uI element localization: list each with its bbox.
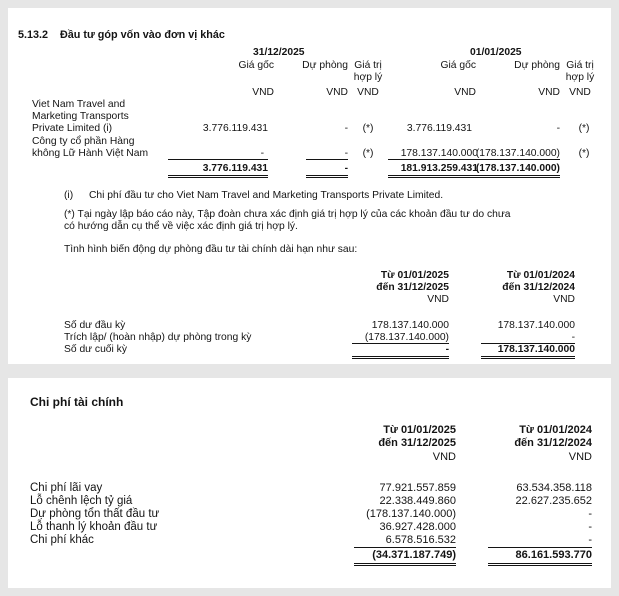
rule [306, 177, 348, 178]
cell-value: (178.137.140.000) [475, 148, 560, 159]
unit: VND [252, 87, 274, 98]
expense-label: Chi phí khác [30, 534, 94, 546]
rule [488, 565, 592, 566]
expense-value: 36.927.428.000 [379, 521, 456, 533]
rule [168, 175, 268, 176]
expense-value: - [588, 508, 592, 520]
date-prior: 01/01/2025 [470, 47, 522, 58]
col-fair-current-l2: hợp lý [353, 72, 383, 83]
rule [352, 356, 449, 357]
expense-value: 77.921.557.859 [379, 482, 456, 494]
movement-label: Số dư đầu kỳ [64, 320, 126, 331]
col-current: Từ 01/01/2025 [383, 424, 456, 436]
note-star-line: (*) Tại ngày lập báo cáo này, Tập đoàn chưa xác định giá trị hợp lý của các khoản đầu tư do chưa [64, 209, 511, 220]
note-star-line: có hướng dẫn cụ thể về việc xác định giá trị hợp lý. [64, 221, 298, 232]
rule [354, 547, 456, 548]
rule [354, 565, 456, 566]
rule [388, 177, 560, 178]
total-prior: 86.161.593.770 [515, 549, 592, 561]
section-number: 5.13.2 [18, 29, 49, 41]
unit: VND [432, 451, 456, 463]
rule [481, 358, 575, 359]
row-name-line: không Lữ Hành Việt Nam [32, 148, 149, 159]
note-i: Chi phí đầu tư cho Viet Nam Travel and Marketing Transports Private Limited. [89, 190, 444, 201]
total-provision-prior: (178.137.140.000) [475, 163, 560, 174]
cell-value: - [344, 123, 348, 134]
unit: VND [357, 87, 379, 98]
movement-col-prior: Từ 01/01/2024 [506, 270, 575, 281]
col-provision-current: Dự phòng [302, 60, 348, 71]
movement-value: (178.137.140.000) [364, 332, 449, 343]
unit: VND [553, 294, 575, 305]
cell-value: (*) [578, 123, 590, 134]
unit: VND [568, 451, 592, 463]
row-name-line: Marketing Transports [32, 111, 129, 122]
movement-label: Trích lập/ (hoàn nhập) dự phòng trong kỳ [64, 332, 252, 343]
cell-value: - [260, 148, 264, 159]
rule [306, 175, 348, 176]
finance-cost-section [8, 378, 611, 588]
expense-value: 6.578.516.532 [385, 534, 456, 546]
expense-value: 22.338.449.860 [379, 495, 456, 507]
rule [168, 159, 268, 160]
investment-section [8, 8, 611, 364]
row-name-line: Công ty cổ phần Hàng [32, 136, 135, 147]
total-provision-current: - [344, 163, 348, 174]
total-cost-prior: 181.913.259.431 [400, 163, 478, 174]
movement-col-current: Từ 01/01/2025 [380, 270, 449, 281]
expense-label: Lỗ chênh lệch tỷ giá [30, 495, 133, 507]
expense-value: - [588, 521, 592, 533]
note-i-label: (i) [64, 190, 74, 201]
col-fair-prior-l2: hợp lý [565, 72, 595, 83]
col-current-l2: đến 31/12/2025 [378, 437, 456, 449]
rule [306, 159, 348, 160]
total-current: (34.371.187.749) [372, 549, 456, 561]
movement-label: Số dư cuối kỳ [64, 344, 127, 355]
col-prior-l2: đến 31/12/2024 [514, 437, 592, 449]
rule [352, 358, 449, 359]
section-heading: Chi phí tài chính [30, 395, 124, 409]
cell-value: 3.776.119.431 [202, 123, 268, 134]
unit: VND [427, 294, 449, 305]
movement-value: 178.137.140.000 [497, 320, 575, 331]
unit: VND [569, 87, 591, 98]
rule [168, 177, 268, 178]
col-cost-current: Giá gốc [238, 60, 274, 71]
expense-value: (178.137.140.000) [366, 508, 456, 520]
unit: VND [538, 87, 560, 98]
date-current: 31/12/2025 [253, 47, 305, 58]
rule [488, 547, 592, 548]
rule [488, 563, 592, 564]
expense-label: Chi phí lãi vay [30, 482, 103, 494]
col-fair-current: Giá trị [354, 60, 382, 71]
rule [354, 563, 456, 564]
movement-intro: Tình hình biến động dự phòng đầu tư tài chính dài hạn như sau: [64, 244, 358, 255]
cell-value: (*) [362, 148, 374, 159]
expense-label: Lỗ thanh lý khoản đầu tư [30, 521, 158, 533]
expense-value: - [588, 534, 592, 546]
col-fair-prior: Giá trị [566, 60, 594, 71]
row-name-line: Viet Nam Travel and [32, 99, 126, 110]
row-name-line: Private Limited (i) [32, 123, 113, 134]
col-prior: Từ 01/01/2024 [519, 424, 592, 436]
unit: VND [454, 87, 476, 98]
cell-value: (*) [578, 148, 590, 159]
col-provision-prior: Dự phòng [514, 60, 560, 71]
movement-value: - [571, 332, 575, 343]
expense-label: Dự phòng tổn thất đầu tư [30, 508, 160, 520]
cell-value: 3.776.119.431 [406, 123, 472, 134]
section-heading: Đầu tư góp vốn vào đơn vị khác [60, 29, 225, 41]
movement-col-current-l2: đến 31/12/2025 [376, 282, 449, 293]
movement-value: - [445, 344, 449, 355]
unit: VND [326, 87, 348, 98]
rule [481, 356, 575, 357]
movement-col-prior-l2: đến 31/12/2024 [502, 282, 575, 293]
rule [388, 159, 478, 160]
col-cost-prior: Giá gốc [440, 60, 476, 71]
movement-value: 178.137.140.000 [497, 344, 575, 355]
movement-value: 178.137.140.000 [371, 320, 449, 331]
rule [478, 159, 560, 160]
cell-value: - [344, 148, 348, 159]
cell-value: - [556, 123, 560, 134]
cell-value: 178.137.140.000 [400, 148, 478, 159]
cell-value: (*) [362, 123, 374, 134]
rule [388, 175, 560, 176]
expense-value: 22.627.235.652 [515, 495, 592, 507]
total-cost-current: 3.776.119.431 [202, 163, 268, 174]
expense-value: 63.534.358.118 [516, 482, 592, 494]
